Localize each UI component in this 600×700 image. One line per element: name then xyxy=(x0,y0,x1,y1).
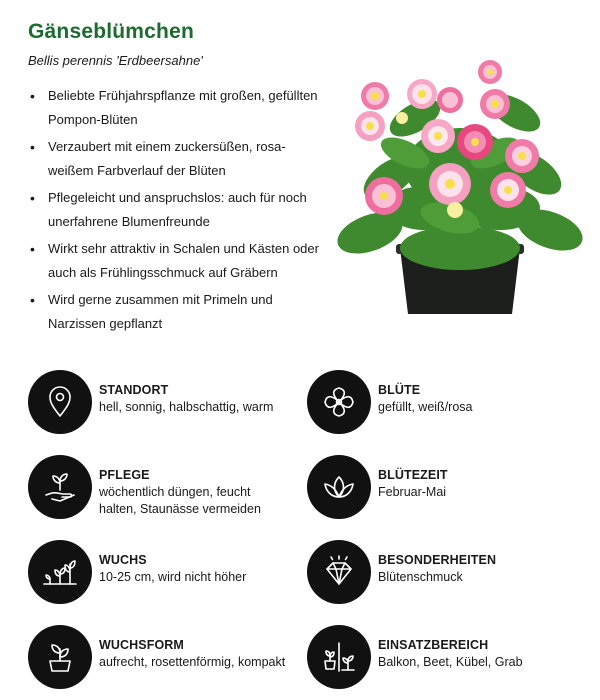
feature-wuchs xyxy=(28,540,246,604)
feature-value: aufrecht, rosettenförmig, kompakt xyxy=(99,655,286,669)
feature-wuchsform xyxy=(28,625,285,689)
feature-label: EINSATZBEREICH xyxy=(378,638,489,652)
bullet-item: • Beliebte Frühjahrspflanze mit großen, gefüllten Pompon-Blüten xyxy=(28,84,328,132)
feature-bluetezeit xyxy=(307,455,448,519)
feature-label: PFLEGE xyxy=(99,468,150,482)
location-pin-icon xyxy=(28,370,92,434)
feature-value: wöchentlich düngen, feucht halten, Staunässe vermeiden xyxy=(99,485,261,516)
potted-plant-image xyxy=(330,58,590,318)
feature-value: Balkon, Beet, Kübel, Grab xyxy=(378,655,523,669)
feature-value: Blütenschmuck xyxy=(378,570,463,584)
botanical-name: Bellis perennis 'Erdbeersahne' xyxy=(28,53,203,68)
potted-plant-icon xyxy=(28,625,92,689)
feature-einsatzbereich xyxy=(307,625,523,689)
feature-bullet-list xyxy=(28,84,328,339)
feature-label: BLÜTEZEIT xyxy=(378,468,448,482)
lotus-icon xyxy=(307,455,371,519)
feature-standort xyxy=(28,370,273,434)
feature-label: WUCHSFORM xyxy=(99,638,184,652)
feature-pflege xyxy=(28,455,274,519)
bullet-item: • Wirkt sehr attraktiv in Schalen und Kästen oder auch als Frühlingsschmuck auf Gräbern xyxy=(28,237,328,285)
bullet-item: • Pflegeleicht und anspruchslos: auch für noch unerfahrene Blumenfreunde xyxy=(28,186,328,234)
feature-label: BLÜTE xyxy=(378,383,421,397)
feature-value: hell, sonnig, halbschattig, warm xyxy=(99,400,274,414)
feature-label: STANDORT xyxy=(99,383,169,397)
growth-stages-icon xyxy=(28,540,92,604)
feature-label: BESONDERHEITEN xyxy=(378,553,497,567)
feature-value: gefüllt, weiß/rosa xyxy=(378,400,473,414)
page-title: Gänseblümchen xyxy=(28,20,194,43)
feature-bluete xyxy=(307,370,472,434)
hand-sprout-icon xyxy=(28,455,92,519)
flower-icon xyxy=(307,370,371,434)
feature-value: Februar-Mai xyxy=(378,485,447,499)
bullet-item: • Verzaubert mit einem zuckersüßen, rosa-weißem Farbverlauf der Blüten xyxy=(28,135,328,183)
feature-besonderheiten xyxy=(307,540,496,604)
pot-and-ground-icon xyxy=(307,625,371,689)
bullet-item: • Wird gerne zusammen mit Primeln und Narzissen gepflanzt xyxy=(28,288,328,336)
feature-value: 10-25 cm, wird nicht höher xyxy=(99,570,247,584)
feature-label: WUCHS xyxy=(99,553,147,567)
diamond-icon xyxy=(307,540,371,604)
